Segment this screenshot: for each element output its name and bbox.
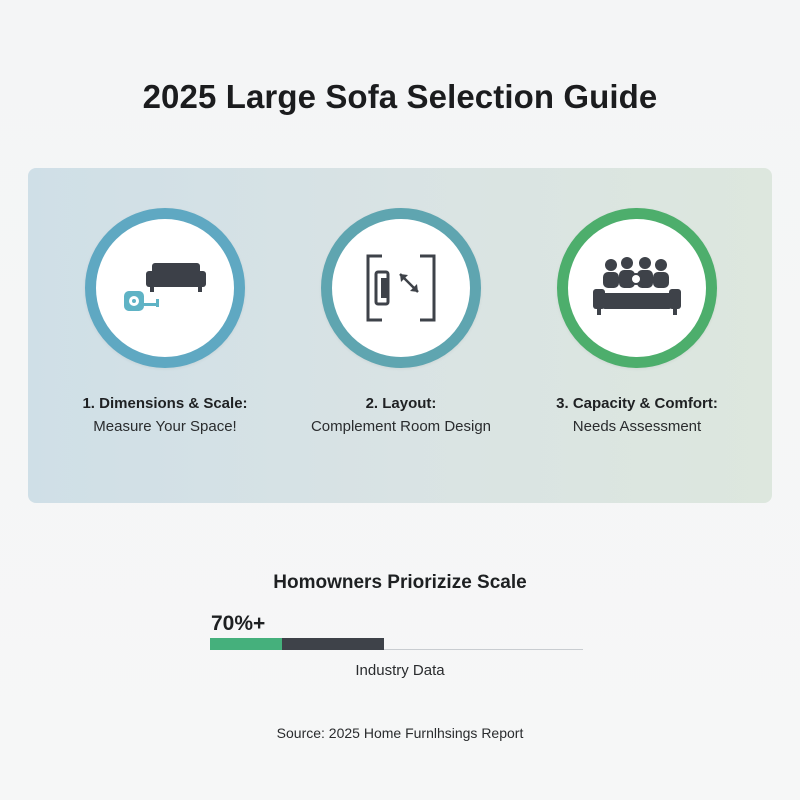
step-description: Measure Your Space! (93, 418, 237, 435)
stat-bar-secondary-segment (282, 638, 384, 650)
stat-bar-primary-segment (210, 638, 282, 650)
step-title: 2. Layout: (365, 395, 437, 412)
sofa-tape-measure-icon (110, 253, 220, 323)
step-ring (85, 208, 245, 368)
steps-panel (28, 168, 772, 503)
step-description: Needs Assessment (572, 418, 702, 435)
stat-heading: Homowners Priorizize Scale (273, 572, 527, 593)
step-description: Complement Room Design (310, 418, 492, 435)
step-title: 3. Capacity & Comfort: (556, 395, 718, 412)
source-note: Source: 2025 Home Furnlhsings Report (276, 725, 524, 741)
step-dimensions (45, 208, 285, 437)
step-capacity (517, 208, 757, 437)
stat-value: 70%+ (211, 612, 266, 635)
step-layout (281, 208, 521, 437)
stat-bar (210, 638, 384, 650)
family-on-sofa-icon (587, 253, 687, 323)
step-ring (557, 208, 717, 368)
step-ring (321, 208, 481, 368)
room-layout-icon (356, 248, 446, 328)
page-title: 2025 Large Sofa Selection Guide (142, 78, 658, 115)
step-title: 1. Dimensions & Scale: (82, 395, 248, 412)
stat-caption: Industry Data (355, 662, 445, 679)
